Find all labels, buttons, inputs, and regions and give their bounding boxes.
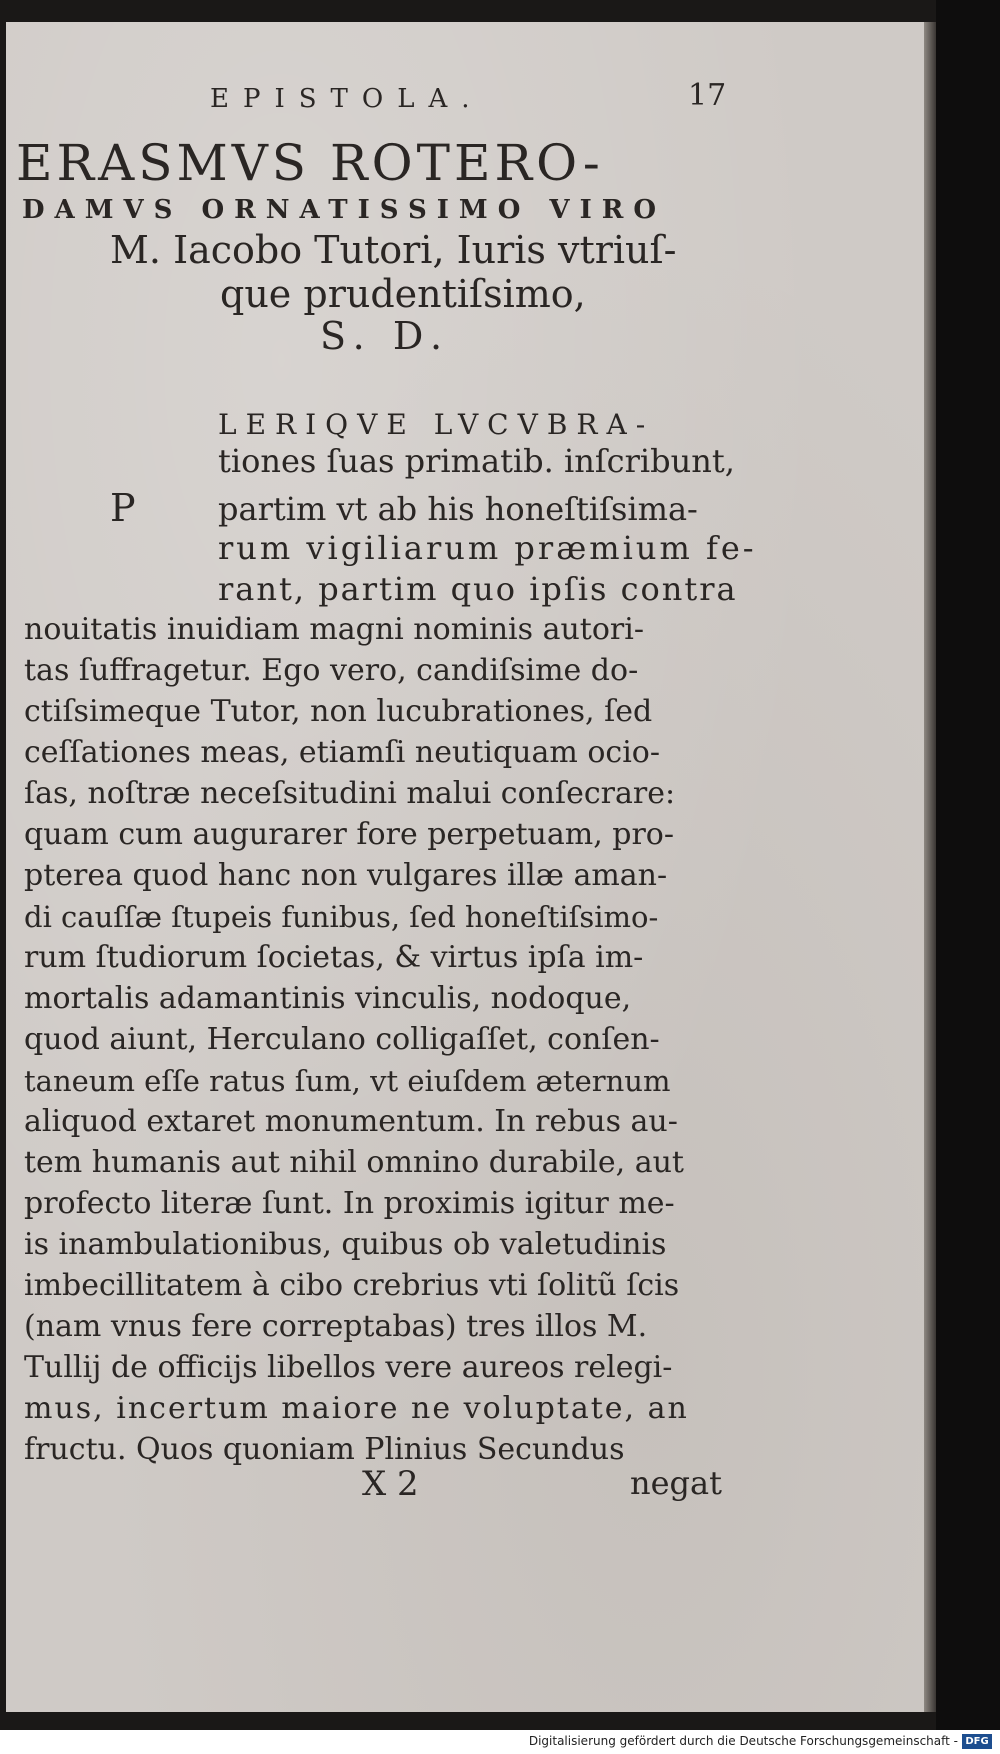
body-line: mortalis adamantinis vinculis, nodoque, (24, 981, 632, 1016)
body-line: profecto literæ ſunt. In proximis igitur me- (24, 1186, 675, 1221)
digitization-footer (0, 1730, 1000, 1754)
body-line: tiones ſuas primatib. inſcribunt, (218, 442, 735, 480)
body-line: ceſſationes meas, etiamſi neutiquam ocio- (24, 735, 660, 770)
body-line: (nam vnus fere correptabas) tres illos M. (24, 1309, 648, 1344)
body-line: aliquod extaret monumentum. In rebus au- (24, 1104, 678, 1139)
signature-mark: X 2 (362, 1464, 419, 1504)
running-title: EPISTOLA. (210, 84, 484, 114)
heading-line-4: que prudentiſsimo, (220, 272, 586, 316)
heading-line-5: S. D. (320, 314, 451, 358)
body-line: rum ſtudiorum ſocietas, & virtus ipſa im- (24, 940, 644, 975)
dfg-logo: DFG (962, 1734, 992, 1749)
scan-background (936, 0, 1000, 1754)
page-number: 17 (688, 78, 727, 113)
digitization-credit: Digitalisierung gefördert durch die Deutsche Forschungsgemeinschaft - (528, 1734, 958, 1748)
body-line: quod aiunt, Herculano colligaſſet, conſen- (24, 1022, 660, 1057)
body-line: LERIQVE LVCVBRA- (218, 408, 655, 441)
body-line: rum vigiliarum præmium fe- (218, 529, 757, 567)
body-line: nouitatis inuidiam magni nominis autori- (24, 612, 644, 647)
body-line: tas ſuffragetur. Ego vero, candiſsime do- (24, 653, 639, 688)
body-line: imbecillitatem à cibo crebrius vti ſolitũ ſcis (24, 1268, 680, 1303)
body-line: Tullij de officijs libellos vere aureos relegi- (24, 1350, 673, 1385)
body-line: is inambulationibus, quibus ob valetudinis (24, 1227, 667, 1262)
catchword: negat (630, 1464, 722, 1502)
body-line: pterea quod hanc non vulgares illæ aman- (24, 858, 668, 893)
body-line: fructu. Quos quoniam Plinius Secundus (24, 1432, 625, 1467)
drop-initial: P (110, 486, 136, 530)
body-line: taneum eſſe ratus ſum, vt eiuſdem æternum (24, 1064, 671, 1098)
body-line: ſas, noſtræ neceſsitudini malui conſecrare: (24, 776, 676, 811)
body-line: ctiſsimeque Tutor, non lucubrationes, ſed (24, 694, 653, 729)
body-line: mus, incertum maiore ne voluptate, an (24, 1391, 689, 1426)
body-line: partim vt ab his honeſtiſsima- (218, 490, 698, 528)
body-line: tem humanis aut nihil omnino durabile, aut (24, 1145, 684, 1180)
body-line: di cauſſæ ſtupeis funibus, ſed honeſtiſsimo- (24, 900, 659, 934)
heading-line-2: DAMVS ORNATISSIMO VIRO (22, 195, 666, 225)
body-line: rant, partim quo ipſis contra (218, 570, 738, 608)
body-line: quam cum augurarer fore perpetuam, pro- (24, 817, 675, 852)
heading-line-1: ERASMVS ROTERO- (16, 134, 604, 192)
heading-line-3: M. Iacobo Tutori, Iuris vtriuſ- (110, 228, 677, 272)
